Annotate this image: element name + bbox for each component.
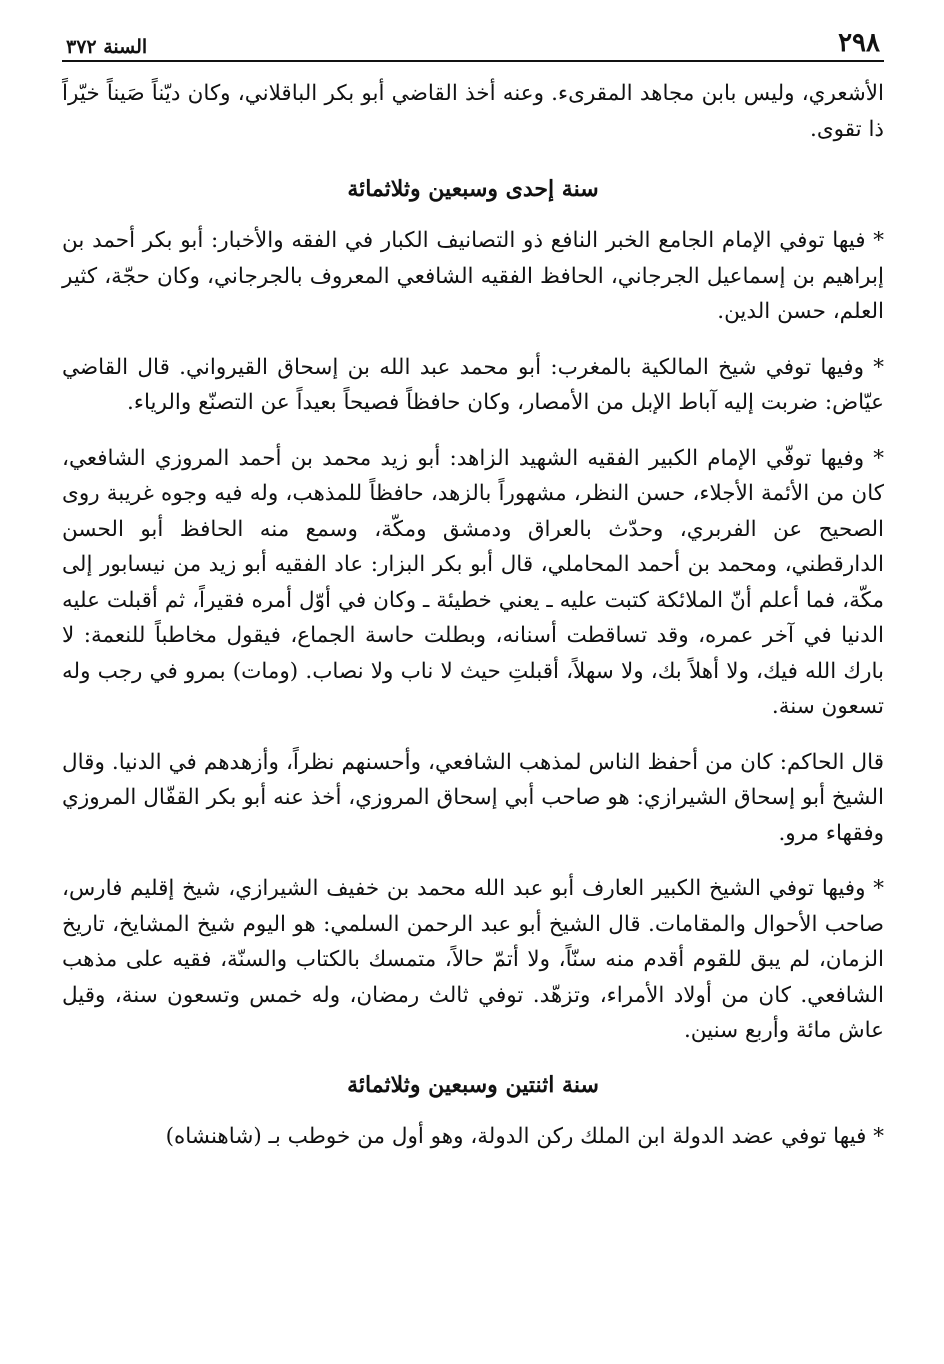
paragraph-ibn-khafif: * وفيها توفي الشيخ الكبير العارف أبو عبد الله محمد بن خفيف الشيرازي، شيخ إقليم فارس، صاحب الأحوال والمقامات. قال الشيخ أبو عبد الرحمن السلمي: هو اليوم شيخ المشايخ، تاريخ الزمان، لم يبق للقوم أقدم منه سنّاً، ولا أتمّ حالاً، متمسك بالكتاب والسنّة، فقيه على مذهب الشافعي. كان من أولاد الأمراء، وتزهّد. توفي ثالث رمضان، وله خمس وتسعون سنة، وقيل عاش مائة وأربع سنين. xyxy=(62,876,884,1043)
paragraph-jurjani: * فيها توفي الإمام الجامع الخبر النافع ذو التصانيف الكبار في الفقه والأخبار: أبو بكر أحمد بن إبراهيم بن إسماعيل الجرجاني، الحافظ الفقيه الشافعي المعروف بالجرجاني، وكان حجّة، كثير العلم، حسن الدين. xyxy=(62,228,884,324)
paragraph-marwazi: * وفيها توفّي الإمام الكبير الفقيه الشهيد الزاهد: أبو زيد محمد بن أحمد المروزي الشافعي، كان من الأئمة الأجلاء، حسن النظر، مشهوراً بالزهد، حافظاً للمذهب، وله فيه وجوه غريبة روى الصحيح عن الفربري، وحدّث بالعراق ودمشق ومكّة، وسمع منه الحافظ أبو الحسن الدارقطني، ومحمد بن أحمد المحاملي، قال أبو بكر البزار: عاد الفقيه أبو زيد من نيسابور إلى مكّة، فما أعلم أنّ الملائكة كتبت عليه ـ يعني خطيئة ـ وكان في أوّل أمره فقيراً، ثم أقبلت عليه الدنيا في آخر عمره، وقد تساقطت أسنانه، وبطلت حاسة الجماع، فيقول مخاطباً للنعمة: لا بارك الله فيك، ولا أهلاً بك، ولا سهلاً، أقبلتِ حيث لا ناب ولا نصاب. (ومات) بمرو في رجب وله تسعون سنة. xyxy=(62,445,884,719)
paragraph-qayrawani: * وفيها توفي شيخ المالكية بالمغرب: أبو محمد عبد الله بن إسحاق القيرواني. قال القاضي عيّاض: ضربت إليه آباط الإبل من الأمصار، وكان حافظاً فصيحاً بعيداً عن التصنّع والرياء. xyxy=(62,354,884,415)
book-page xyxy=(62,28,884,1154)
paragraph-hakim-quote: قال الحاكم: كان من أحفظ الناس لمذهب الشافعي، وأحسنهم نظراً، وأزهدهم في الدنيا. وقال الشيخ أبو إسحاق الشيرازي: هو صاحب أبي إسحاق المروزي، أخذ عنه أبو بكر القفّال المروزي وفقهاء مرو. xyxy=(62,749,884,846)
paragraph-adud-aldawla: * فيها توفي عضد الدولة ابن الملك ركن الدولة، وهو أول من خوطب بـ (شاهنشاه) xyxy=(165,1123,884,1149)
header-year-label: السنة ٣٧٢ xyxy=(66,36,148,58)
paragraph-continuation: الأشعري، وليس بابن مجاهد المقرىء. وعنه أخذ القاضي أبو بكر الباقلاني، وكان ديّناً صَيناً خيّراً ذا تقوى. xyxy=(62,81,884,142)
running-header xyxy=(62,28,884,62)
page-number: ٢٩٨ xyxy=(838,28,880,58)
section-heading-371: سنة إحدى وسبعين وثلاثمائة xyxy=(347,176,599,202)
body-text xyxy=(62,76,884,1154)
section-heading-372: سنة اثنتين وسبعين وثلاثمائة xyxy=(347,1071,599,1098)
